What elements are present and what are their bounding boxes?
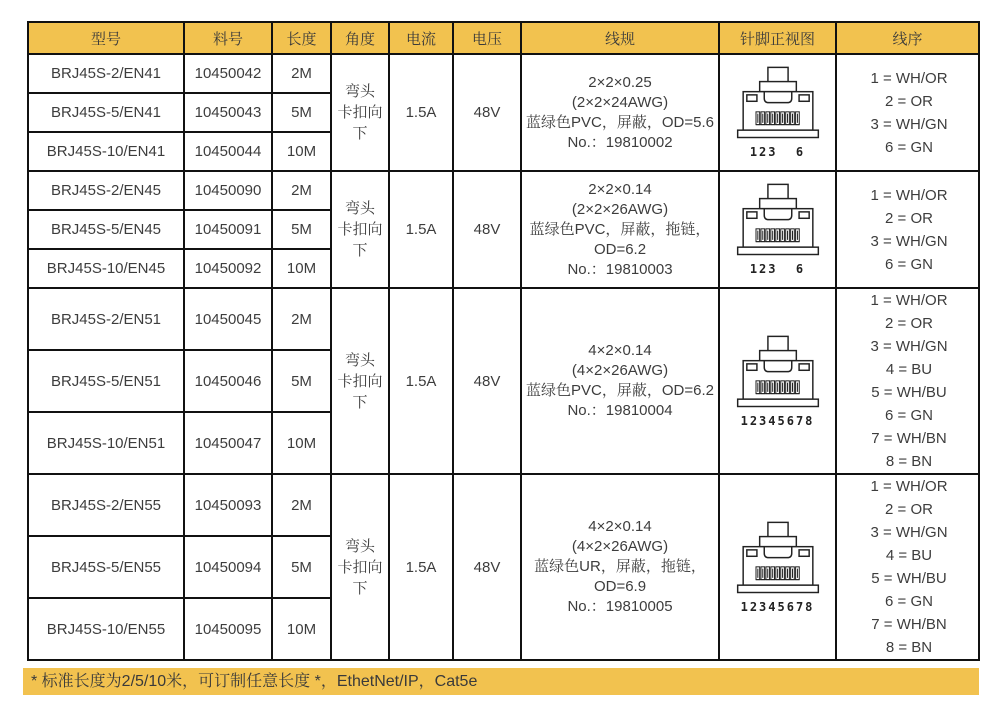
voltage-cell: 48V [453, 54, 521, 171]
angle-cell [331, 474, 389, 660]
pin-numbers-label: 123 6 [749, 262, 806, 276]
part-number-cell: 10450044 [184, 132, 272, 171]
part-number-cell: 10450045 [184, 288, 272, 350]
angle-line: 下 [352, 242, 368, 259]
wire-gauge-cell [521, 171, 719, 288]
voltage-cell: 48V [453, 474, 521, 660]
wire-seq-line: 1 = WH/OR [870, 69, 948, 87]
voltage-cell: 48V [453, 171, 521, 288]
angle-cell [331, 171, 389, 288]
length-cell: 10M [272, 132, 331, 171]
pin-view-cell [719, 54, 836, 171]
current-cell: 1.5A [389, 54, 453, 171]
angle-line: 下 [352, 393, 368, 411]
table-row [28, 474, 979, 536]
column-header-current: 电流 [389, 22, 453, 54]
model-cell: BRJ45S-5/EN55 [28, 536, 184, 598]
wire-gauge-cell [521, 474, 719, 660]
model-cell: BRJ45S-2/EN41 [28, 54, 184, 93]
model-cell: BRJ45S-5/EN45 [28, 210, 184, 249]
wire-gauge-cell [521, 54, 719, 171]
length-cell: 2M [272, 474, 331, 536]
wire-seq-line: 2 = OR [885, 315, 933, 332]
wire-seq-line: 3 = WH/GN [870, 524, 948, 541]
column-header-pin-front-view: 针脚正视图 [719, 22, 836, 54]
header-row [28, 22, 979, 54]
part-number-cell: 10450094 [184, 536, 272, 598]
spec-line: (2×2×26AWG) [571, 200, 669, 218]
wire-seq-line: 2 = OR [885, 209, 933, 227]
wire-seq-line: 7 = WH/BN [871, 616, 947, 633]
model-cell: BRJ45S-10/EN55 [28, 598, 184, 660]
part-number-cell: 10450093 [184, 474, 272, 536]
table-row [28, 288, 979, 350]
cable-spec-table [27, 21, 980, 661]
angle-line: 下 [352, 125, 368, 142]
length-cell: 2M [272, 288, 331, 350]
part-number-cell: 10450046 [184, 350, 272, 412]
angle-line: 下 [352, 579, 368, 597]
angle-line: 弯头 [344, 200, 375, 217]
column-header-wire-gauge: 线规 [521, 22, 719, 54]
column-header-angle: 角度 [331, 22, 389, 54]
wire-seq-line: 6 = GN [885, 255, 933, 273]
current-cell: 1.5A [389, 288, 453, 474]
angle-line: 弯头 [344, 351, 375, 369]
wire-sequence-cell [836, 288, 979, 474]
model-cell: BRJ45S-5/EN41 [28, 93, 184, 132]
length-cell: 10M [272, 249, 331, 288]
footer-note-bar [23, 668, 979, 695]
angle-line: 卡扣向 [337, 372, 383, 390]
angle-line: 弯头 [344, 537, 375, 555]
pin-view-cell [719, 171, 836, 288]
part-number-cell: 10450047 [184, 412, 272, 474]
wire-seq-line: 3 = WH/GN [870, 232, 948, 250]
spec-line: 2×2×0.25 [588, 73, 652, 91]
wire-seq-line: 3 = WH/GN [870, 338, 948, 355]
wire-gauge-cell [521, 288, 719, 474]
rj45-front-view-icon [732, 183, 824, 260]
wire-seq-line: 2 = OR [885, 92, 933, 110]
model-cell: BRJ45S-2/EN51 [28, 288, 184, 350]
current-cell: 1.5A [389, 474, 453, 660]
length-cell: 10M [272, 412, 331, 474]
length-cell: 2M [272, 171, 331, 210]
wire-sequence-cell [836, 171, 979, 288]
rj45-front-view-icon [732, 521, 824, 598]
spec-line: OD=6.2 [593, 240, 647, 258]
current-cell: 1.5A [389, 171, 453, 288]
spec-line: No.：19810002 [567, 133, 673, 151]
length-cell: 5M [272, 350, 331, 412]
table-row [28, 171, 979, 210]
spec-line: 4×2×0.14 [588, 342, 652, 359]
length-cell: 5M [272, 210, 331, 249]
spec-line: No.：19810005 [567, 598, 673, 615]
table-row [28, 54, 979, 93]
spec-line: 蓝绿色PVC，屏蔽，OD=5.6 [526, 113, 714, 131]
wire-seq-line: 4 = BU [885, 547, 933, 564]
spec-line: 2×2×0.14 [588, 180, 652, 198]
spec-line: OD=6.9 [593, 578, 647, 595]
model-cell: BRJ45S-10/EN41 [28, 132, 184, 171]
wire-seq-line: 7 = WH/BN [871, 430, 947, 447]
spec-line: (4×2×26AWG) [571, 362, 669, 379]
wire-seq-line: 3 = WH/GN [870, 115, 948, 133]
length-cell: 5M [272, 93, 331, 132]
column-header-wire-sequence: 线序 [836, 22, 979, 54]
wire-sequence-cell [836, 54, 979, 171]
pin-numbers-label: 12345678 [740, 599, 815, 614]
spec-line: 蓝绿色UR，屏蔽，拖链， [534, 558, 706, 575]
column-header-voltage: 电压 [453, 22, 521, 54]
wire-seq-line: 2 = OR [885, 501, 933, 518]
pin-view-cell [719, 288, 836, 474]
part-number-cell: 10450090 [184, 171, 272, 210]
wire-seq-line: 8 = BN [885, 639, 933, 656]
angle-line: 卡扣向 [337, 221, 383, 238]
part-number-cell: 10450042 [184, 54, 272, 93]
wire-seq-line: 6 = GN [885, 138, 933, 156]
angle-line: 卡扣向 [337, 558, 383, 576]
wire-seq-line: 1 = WH/OR [870, 478, 948, 495]
pin-numbers-label: 123 6 [749, 145, 806, 159]
wire-seq-line: 6 = GN [885, 593, 933, 610]
wire-seq-line: 5 = WH/BU [871, 384, 947, 401]
part-number-cell: 10450091 [184, 210, 272, 249]
angle-line: 弯头 [344, 83, 375, 100]
part-number-cell: 10450095 [184, 598, 272, 660]
spec-line: No.：19810004 [567, 402, 673, 419]
length-cell: 2M [272, 54, 331, 93]
pin-numbers-label: 12345678 [740, 413, 815, 428]
model-cell: BRJ45S-5/EN51 [28, 350, 184, 412]
wire-seq-line: 1 = WH/OR [870, 292, 948, 309]
length-cell: 10M [272, 598, 331, 660]
angle-line: 卡扣向 [337, 104, 383, 121]
part-number-cell: 10450043 [184, 93, 272, 132]
rj45-front-view-icon [732, 66, 824, 143]
wire-seq-line: 1 = WH/OR [870, 186, 948, 204]
spec-line: 蓝绿色PVC，屏蔽，OD=6.2 [526, 382, 714, 399]
angle-cell [331, 288, 389, 474]
column-header-part-number: 料号 [184, 22, 272, 54]
wire-seq-line: 5 = WH/BU [871, 570, 947, 587]
wire-seq-line: 8 = BN [885, 453, 933, 470]
angle-cell [331, 54, 389, 171]
model-cell: BRJ45S-10/EN51 [28, 412, 184, 474]
wire-seq-line: 4 = BU [885, 361, 933, 378]
rj45-front-view-icon [732, 335, 824, 412]
model-cell: BRJ45S-10/EN45 [28, 249, 184, 288]
column-header-length: 长度 [272, 22, 331, 54]
wire-sequence-cell [836, 474, 979, 660]
spec-line: No.：19810003 [567, 260, 673, 278]
footer-note-text: * 标准长度为2/5/10米，可订制任意长度 *，EthetNet/IP，Cat5e [31, 673, 478, 690]
wire-seq-line: 6 = GN [885, 407, 933, 424]
model-cell: BRJ45S-2/EN45 [28, 171, 184, 210]
voltage-cell: 48V [453, 288, 521, 474]
spec-line: 蓝绿色PVC，屏蔽，拖链， [529, 220, 711, 238]
spec-line: (4×2×26AWG) [571, 538, 669, 555]
length-cell: 5M [272, 536, 331, 598]
spec-line: (2×2×24AWG) [571, 93, 669, 111]
model-cell: BRJ45S-2/EN55 [28, 474, 184, 536]
pin-view-cell [719, 474, 836, 660]
spec-line: 4×2×0.14 [588, 518, 652, 535]
part-number-cell: 10450092 [184, 249, 272, 288]
column-header-model: 型号 [28, 22, 184, 54]
